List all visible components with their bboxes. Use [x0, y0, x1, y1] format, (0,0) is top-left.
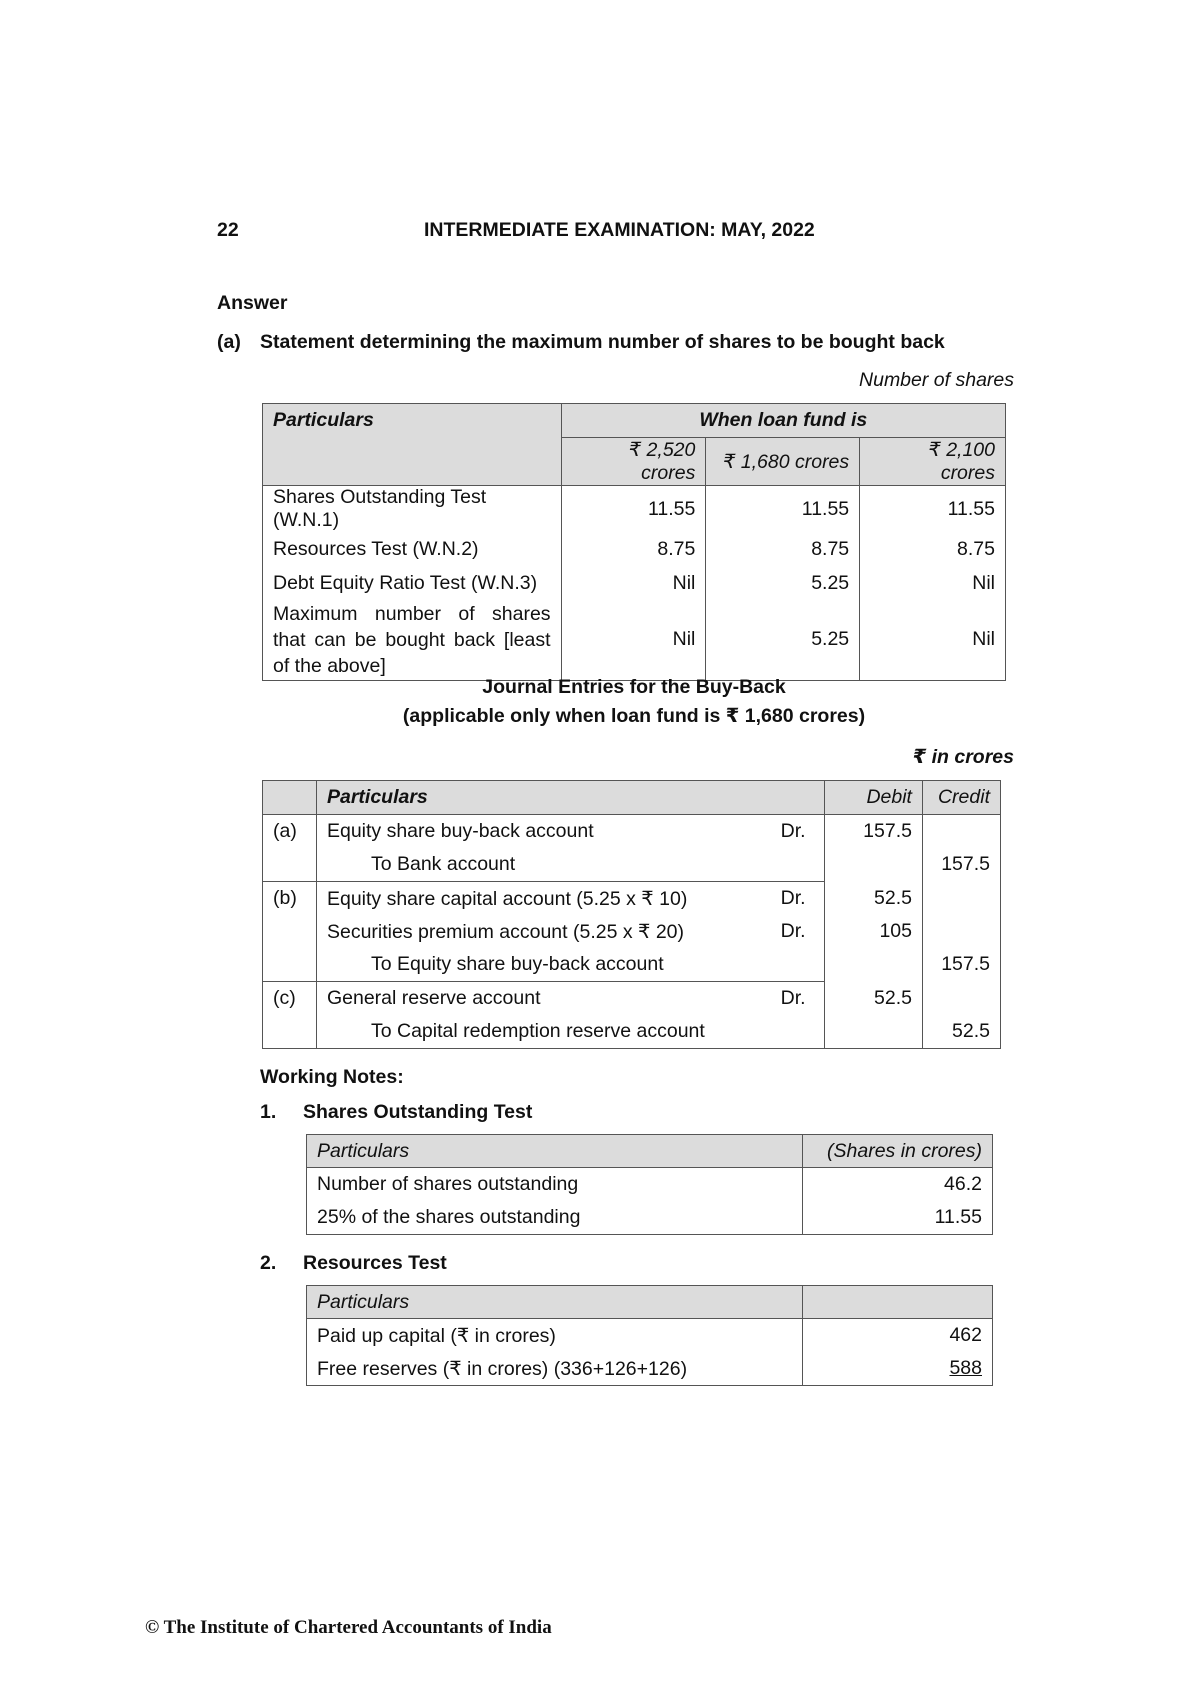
entry-ref: (b): [263, 882, 317, 916]
table1-subheader: ₹ 1,680 crores: [706, 438, 860, 486]
entry-dr: Dr.: [771, 915, 825, 948]
page-number: 22: [217, 219, 239, 241]
entry-ref: (c): [263, 982, 317, 1016]
entry-debit: 52.5: [825, 882, 923, 916]
journal-subtitle: (applicable only when loan fund is ₹ 1,680 crores): [402, 705, 866, 727]
entry-text: To Capital redemption reserve account: [316, 1015, 770, 1049]
entry-credit: 157.5: [922, 848, 1000, 882]
entry-credit: [922, 915, 1000, 948]
table-row: [263, 882, 1001, 916]
row-label: Number of shares outstanding: [307, 1168, 803, 1202]
entry-debit: [825, 1015, 923, 1049]
table-row: [263, 915, 1001, 948]
table-row: [307, 1353, 993, 1386]
row-label: Resources Test (W.N.2): [263, 532, 562, 566]
row-value: 5.25: [706, 566, 860, 600]
entry-text: To Equity share buy-back account: [316, 948, 770, 982]
row-label: 25% of the shares outstanding: [307, 1202, 803, 1235]
page-header-title: INTERMEDIATE EXAMINATION: MAY, 2022: [424, 219, 815, 241]
entry-credit: 52.5: [922, 1015, 1000, 1049]
row-value: 8.75: [860, 532, 1006, 566]
journal-unit-note: ₹ in crores: [912, 746, 1014, 768]
row-value: 8.75: [706, 532, 860, 566]
entry-text: General reserve account: [316, 982, 770, 1016]
shares-outstanding-table: [306, 1134, 993, 1235]
entry-ref: (a): [263, 815, 317, 849]
section-a-label: (a): [217, 331, 241, 353]
note2-header-unit: [803, 1286, 993, 1319]
row-value: Nil: [561, 566, 706, 600]
entry-dr: [771, 948, 825, 982]
row-label: Shares Outstanding Test (W.N.1): [263, 486, 562, 533]
working-notes-title: Working Notes:: [260, 1066, 404, 1088]
row-value: Nil: [561, 600, 706, 680]
entry-ref: [263, 915, 317, 948]
table1-subheader: ₹ 2,100 crores: [860, 438, 1006, 486]
note1-title: Shares Outstanding Test: [303, 1101, 533, 1123]
row-value: 46.2: [803, 1168, 993, 1202]
entry-debit: [825, 848, 923, 882]
table-row: [307, 1202, 993, 1235]
row-value: 5.25: [706, 600, 860, 680]
note2-number: 2.: [260, 1252, 277, 1274]
table1-group-header: When loan fund is: [561, 404, 1005, 438]
resources-table: [306, 1285, 993, 1386]
row-value: 462: [803, 1319, 993, 1353]
table-row: [307, 1319, 993, 1353]
footer-copyright: © The Institute of Chartered Accountants of India: [145, 1617, 552, 1638]
entry-ref: [263, 848, 317, 882]
row-label: Free reserves (₹ in crores) (336+126+126): [307, 1353, 803, 1386]
table-row: [263, 486, 1006, 533]
entry-credit: [922, 982, 1000, 1016]
row-label: Maximum number of shares that can be bought back [least of the above]: [263, 600, 562, 680]
max-shares-table: [262, 403, 1006, 681]
entry-dr: Dr.: [771, 815, 825, 849]
entry-dr: [771, 848, 825, 882]
row-value: 11.55: [706, 486, 860, 533]
entry-credit: 157.5: [922, 948, 1000, 982]
entry-text: To Bank account: [316, 848, 770, 882]
entry-credit: [922, 882, 1000, 916]
table-row: [263, 532, 1006, 566]
row-value: 11.55: [803, 1202, 993, 1235]
row-label: Paid up capital (₹ in crores): [307, 1319, 803, 1353]
table-row: [263, 982, 1001, 1016]
entry-text: Securities premium account (5.25 x ₹ 20): [316, 915, 770, 948]
section-a-title: Statement determining the maximum number of shares to be bought back: [260, 331, 945, 353]
entry-ref: [263, 1015, 317, 1049]
entry-text: Equity share buy-back account: [316, 815, 770, 849]
answer-label: Answer: [217, 292, 288, 314]
row-value: 11.55: [561, 486, 706, 533]
entry-dr: [771, 1015, 825, 1049]
journal-table: [262, 780, 1001, 1049]
table1-unit-note: Number of shares: [859, 369, 1014, 391]
note1-header-particulars: Particulars: [307, 1135, 803, 1168]
table1-subheader: ₹ 2,520 crores: [561, 438, 706, 486]
journal-header-credit: Credit: [922, 781, 1000, 815]
entry-ref: [263, 948, 317, 982]
table-row: [263, 815, 1001, 849]
table-row: [263, 948, 1001, 982]
row-value: Nil: [860, 566, 1006, 600]
table-row: [263, 1015, 1001, 1049]
row-value: 588: [803, 1353, 993, 1386]
row-value: Nil: [860, 600, 1006, 680]
entry-debit: 157.5: [825, 815, 923, 849]
entry-dr: Dr.: [771, 882, 825, 916]
table-row: [263, 848, 1001, 882]
note1-number: 1.: [260, 1101, 277, 1123]
journal-header-particulars: Particulars: [316, 781, 824, 815]
table-row: [263, 600, 1006, 680]
table-row: [263, 566, 1006, 600]
entry-debit: [825, 948, 923, 982]
entry-debit: 105: [825, 915, 923, 948]
journal-title: Journal Entries for the Buy-Back: [482, 676, 786, 698]
table1-header-particulars: Particulars: [263, 404, 562, 438]
entry-text: Equity share capital account (5.25 x ₹ 10): [316, 882, 770, 916]
note1-header-unit: (Shares in crores): [803, 1135, 993, 1168]
row-label: Debt Equity Ratio Test (W.N.3): [263, 566, 562, 600]
table-row: [307, 1168, 993, 1202]
entry-debit: 52.5: [825, 982, 923, 1016]
row-value: 11.55: [860, 486, 1006, 533]
note2-header-particulars: Particulars: [307, 1286, 803, 1319]
journal-header-debit: Debit: [825, 781, 923, 815]
note2-title: Resources Test: [303, 1252, 447, 1274]
entry-dr: Dr.: [771, 982, 825, 1016]
row-value: 8.75: [561, 532, 706, 566]
entry-credit: [922, 815, 1000, 849]
